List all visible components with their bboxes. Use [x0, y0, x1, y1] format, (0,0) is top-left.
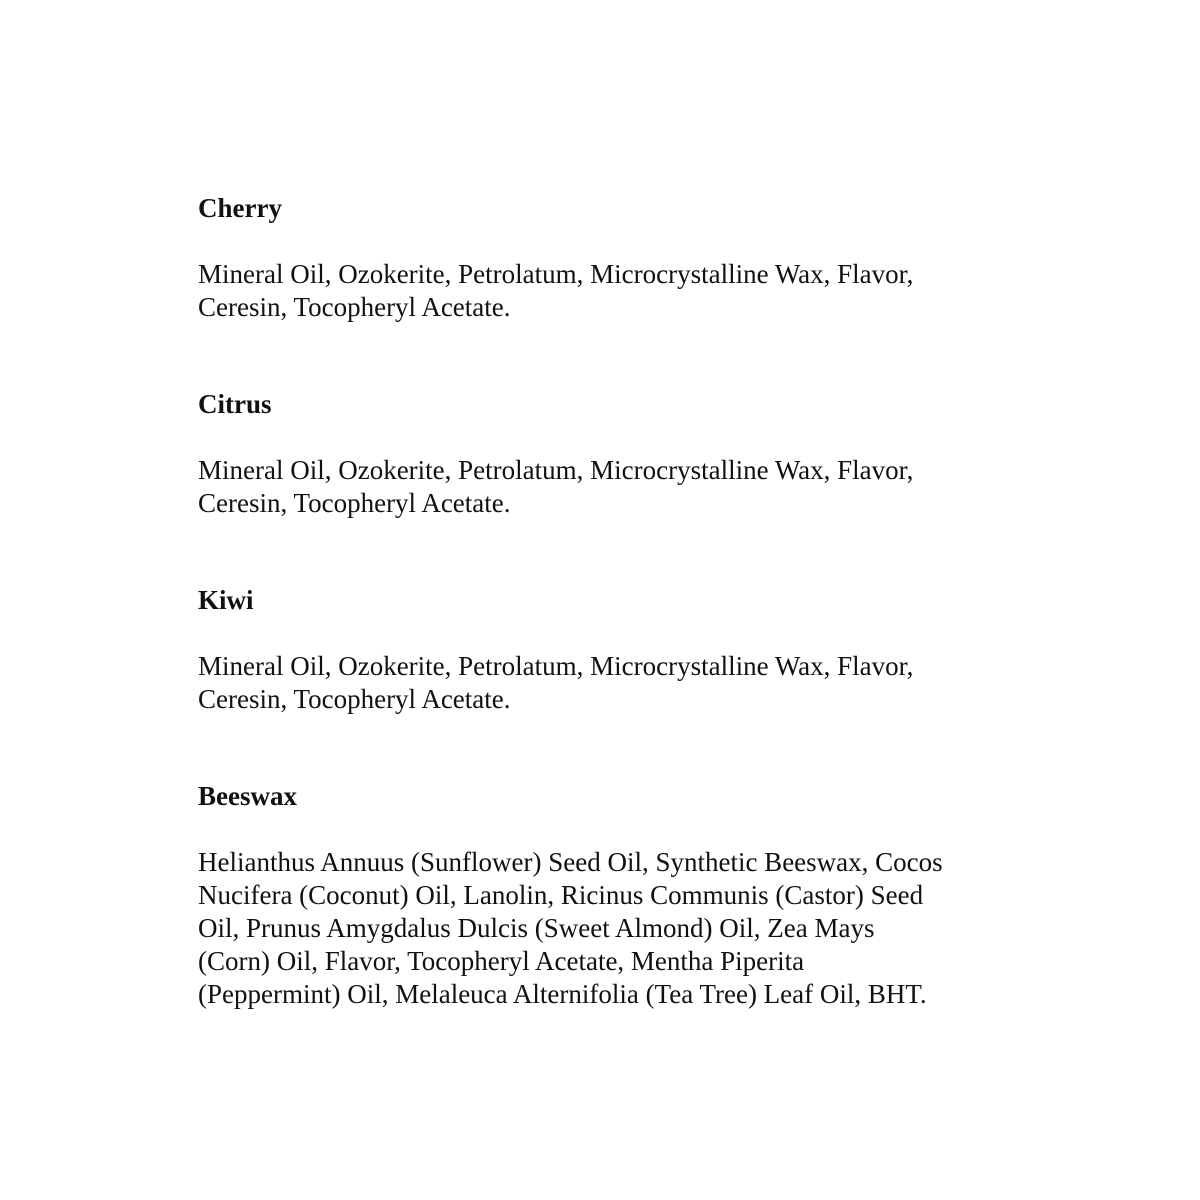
section-title: Beeswax — [198, 781, 297, 811]
section-cherry — [198, 192, 998, 324]
ingredients-text: Mineral Oil, Ozokerite, Petrolatum, Microcrystalline Wax, Flavor, Ceresin, Tocopheryl Acetate. — [198, 651, 914, 714]
section-title: Cherry — [198, 193, 282, 223]
section-citrus — [198, 388, 998, 520]
section-title: Citrus — [198, 389, 272, 419]
section-kiwi — [198, 584, 998, 716]
ingredients-document — [198, 192, 998, 1011]
section-title: Kiwi — [198, 585, 254, 615]
ingredients-text: Helianthus Annuus (Sunflower) Seed Oil, Synthetic Beeswax, Cocos Nucifera (Coconut) Oil, Lanolin, Ricinus Communis (Castor) Seed Oil, Prunus Amygdalus Dulcis (Sweet Almond) Oil, Zea Mays (Corn) Oil, Flavor, Tocopheryl Acetate, Mentha Piperita (Peppermint) Oil, Melaleuca Alternifolia (Tea Tree) Leaf Oil, BHT. — [198, 847, 943, 1009]
section-beeswax — [198, 780, 998, 1011]
ingredients-text: Mineral Oil, Ozokerite, Petrolatum, Microcrystalline Wax, Flavor, Ceresin, Tocopheryl Acetate. — [198, 455, 914, 518]
ingredients-text: Mineral Oil, Ozokerite, Petrolatum, Microcrystalline Wax, Flavor, Ceresin, Tocopheryl Acetate. — [198, 259, 914, 322]
